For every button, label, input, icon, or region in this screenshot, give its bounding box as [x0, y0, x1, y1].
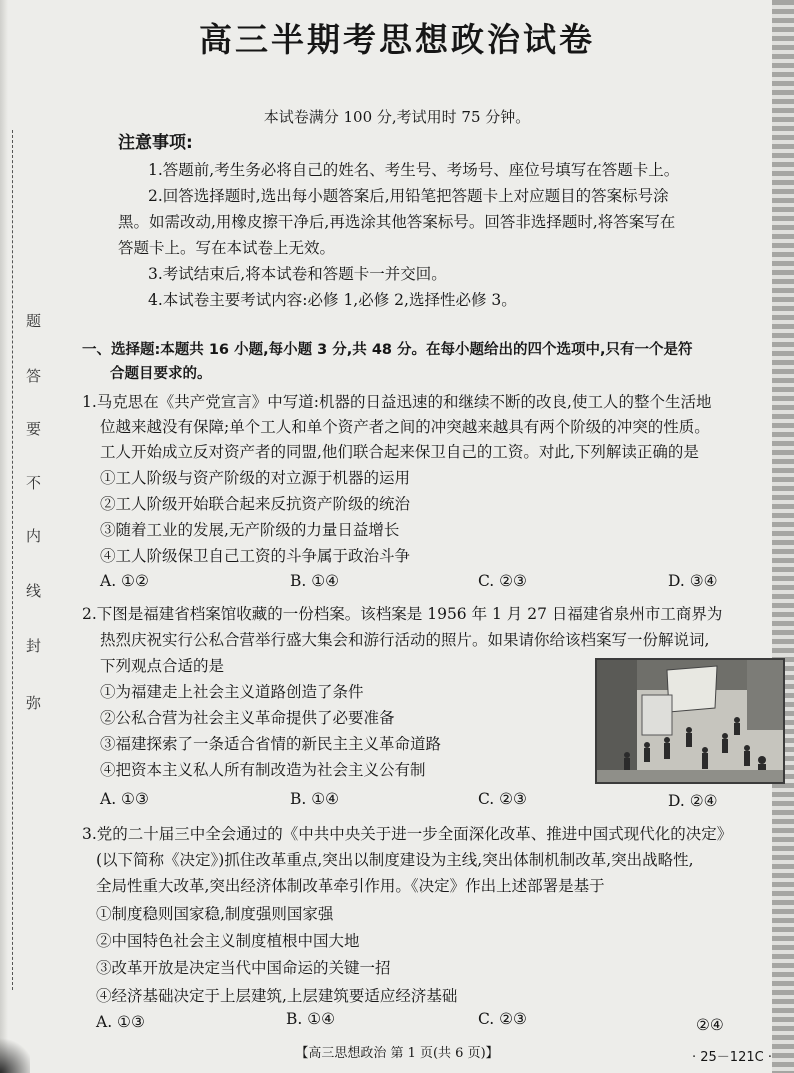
margin-char: 封 — [26, 637, 42, 655]
margin-char: 要 — [26, 420, 42, 438]
question-stem: 下列观点合适的是 — [100, 657, 225, 675]
option-a: A. ①③ — [96, 1013, 145, 1031]
question-stem: (以下简称《决定》)抓住改革重点,突出以制度建设为主线,突出体制机制改革,突出战略性, — [96, 851, 694, 869]
statement-item: ③改革开放是决定当代中国命运的关键一招 — [96, 959, 391, 977]
option-c: C. ②③ — [478, 790, 527, 808]
option-b: B. ①④ — [290, 572, 340, 590]
statement-item: ④经济基础决定于上层建筑,上层建筑要适应经济基础 — [96, 987, 458, 1005]
statement-item: ②公私合营为社会主义革命提供了必要准备 — [100, 709, 395, 727]
statement-item: ①制度稳则国家稳,制度强则国家强 — [96, 905, 334, 923]
margin-char: 答 — [26, 367, 42, 385]
question-stem: 1.马克思在《共产党宣言》中写道:机器的日益迅速的和继续不断的改良,使工人的整个生活地 — [82, 393, 712, 411]
archive-photo — [595, 658, 785, 784]
option-d: ②④ — [696, 1016, 724, 1034]
exam-code: · 25－121C · — [692, 1050, 772, 1065]
option-a: A. ①② — [100, 572, 149, 590]
option-b: B. ①④ — [286, 1010, 336, 1028]
notice-heading: 注意事项: — [118, 133, 193, 153]
binding-line — [12, 130, 13, 990]
option-a: A. ①③ — [100, 790, 149, 808]
question-stem: 全局性重大改革,突出经济体制改革牵引作用。《决定》作出上述部署是基于 — [96, 877, 605, 895]
option-d: D. ③④ — [668, 572, 718, 590]
notice-line: 4.本试卷主要考试内容:必修 1,必修 2,选择性必修 3。 — [148, 291, 517, 309]
statement-item: ③福建探索了一条适合省情的新民主主义革命道路 — [100, 735, 442, 753]
statement-item: ②工人阶级开始联合起来反抗资产阶级的统治 — [100, 495, 411, 513]
notice-line: 1.答题前,考生务必将自己的姓名、考生号、考场号、座位号填写在答题卡上。 — [148, 161, 680, 179]
notice-line: 黑。如需改动,用橡皮擦干净后,再选涂其他答案标号。回答非选择题时,将答案写在 — [118, 213, 676, 231]
statement-item: ②中国特色社会主义制度植根中国大地 — [96, 932, 360, 950]
notice-line: 2.回答选择题时,选出每小题答案后,用铅笔把答题卡上对应题目的答案标号涂 — [148, 187, 669, 205]
parade-photo-image — [597, 660, 783, 782]
notice-line: 答题卡上。写在本试卷上无效。 — [118, 239, 336, 257]
option-c: C. ②③ — [478, 1010, 527, 1028]
margin-char: 线 — [26, 582, 42, 600]
section-heading: 一、选择题:本题共 16 小题,每小题 3 分,共 48 分。在每小题给出的四个选项中,只有一个是符 — [82, 342, 693, 358]
margin-char: 不 — [26, 474, 42, 492]
section-heading-cont: 合题目要求的。 — [110, 366, 212, 382]
notice-line: 3.考试结束后,将本试卷和答题卡一并交回。 — [148, 265, 447, 283]
statement-item: ④工人阶级保卫自己工资的斗争属于政治斗争 — [100, 547, 411, 565]
question-stem: 热烈庆祝实行公私合营举行盛大集会和游行活动的照片。如果请你给该档案写一份解说词, — [100, 631, 710, 649]
exam-info: 本试卷满分 100 分,考试用时 75 分钟。 — [263, 108, 531, 126]
question-stem: 3.党的二十届三中全会通过的《中共中央关于进一步全面深化改革、推进中国式现代化的决定》 — [82, 825, 733, 843]
statement-item: ③随着工业的发展,无产阶级的力量日益增长 — [100, 521, 400, 539]
question-stem: 2.下图是福建省档案馆收藏的一份档案。该档案是 1956 年 1 月 27 日福建省泉州市工商界为 — [82, 605, 723, 623]
page-edge-right — [772, 0, 794, 1073]
question-stem: 位越来越没有保障;单个工人和单个资产者之间的冲突越来越具有两个阶级的冲突的性质。 — [100, 418, 710, 436]
statement-item: ④把资本主义私人所有制改造为社会主义公有制 — [100, 761, 426, 779]
margin-char: 题 — [26, 312, 42, 330]
page-edge-left — [0, 0, 8, 1073]
margin-char: 弥 — [26, 694, 42, 712]
page-title: 高三半期考思想政治试卷 — [199, 20, 595, 59]
option-b: B. ①④ — [290, 790, 340, 808]
option-d: D. ②④ — [668, 792, 718, 810]
statement-item: ①为福建走上社会主义道路创造了条件 — [100, 683, 364, 701]
question-stem: 工人开始成立反对资产者的同盟,他们联合起来保卫自己的工资。对此,下列解读正确的是 — [100, 443, 699, 461]
statement-item: ①工人阶级与资产阶级的对立源于机器的运用 — [100, 469, 411, 487]
margin-char: 内 — [26, 527, 42, 545]
page-footer: 【高三思想政治 第 1 页(共 6 页)】 — [295, 1046, 499, 1061]
option-c: C. ②③ — [478, 572, 527, 590]
